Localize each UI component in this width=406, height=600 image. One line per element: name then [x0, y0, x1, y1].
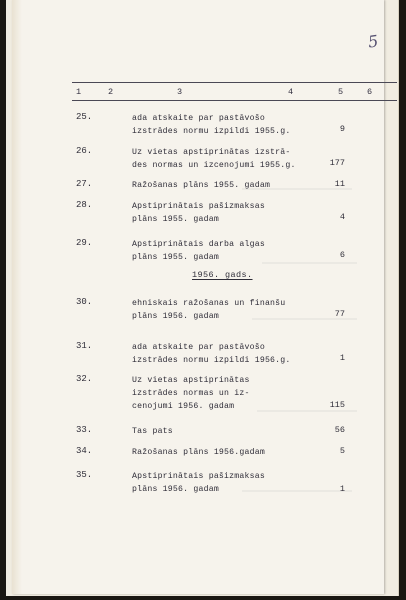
column-header-1: 1 [76, 87, 82, 97]
bleed-through-mark [262, 262, 357, 264]
header-top-rule [72, 82, 397, 83]
item-title: ehniskais ražošanas un finanšu plāns 1956. gadam [132, 299, 286, 321]
year-section-heading [192, 270, 253, 280]
item-number: 31. [76, 341, 93, 351]
item-page-count: 77 [334, 309, 345, 319]
item-page-count: 1 [339, 484, 345, 494]
column-header-3: 3 [177, 87, 183, 97]
item-number: 35. [76, 470, 93, 480]
page-fold-shadow [12, 0, 22, 594]
year-section-heading-text: 1956. gads. [192, 270, 253, 280]
item-number: 28. [76, 200, 93, 210]
item-page-count: 6 [339, 250, 345, 260]
bleed-through-mark [257, 410, 357, 412]
item-number: 33. [76, 425, 93, 435]
header-bottom-rule [72, 100, 397, 101]
item-number: 25. [76, 112, 93, 122]
item-number: 34. [76, 446, 93, 456]
item-number: 27. [76, 179, 93, 189]
column-header-4: 4 [288, 87, 294, 97]
item-number: 32. [76, 374, 93, 384]
item-page-count: 5 [339, 446, 345, 456]
item-title: ada atskaite par pastāvošo izstrādes normu izpildi 1955.g. [132, 114, 291, 136]
column-header-6: 6 [367, 87, 373, 97]
item-page-count: 115 [329, 400, 345, 410]
item-page-count: 11 [334, 179, 345, 189]
item-number: 26. [76, 146, 93, 156]
item-page-count: 4 [339, 212, 345, 222]
item-page-count: 1 [339, 353, 345, 363]
page-number-handwritten: 5 [366, 31, 380, 52]
item-title: Tas pats [132, 427, 173, 436]
column-header-2: 2 [108, 87, 114, 97]
item-title: Ražošanas plāns 1956.gadam [132, 448, 265, 457]
item-title: Apstiprinātais pašizmaksas plāns 1956. gadam [132, 472, 265, 494]
item-title: ada atskaite par pastāvošo izstrādes normu izpildi 1956.g. [132, 343, 291, 365]
item-title: Uz vietas apstiprinātas izstrā- des normas un izcenojumi 1955.g. [132, 148, 296, 170]
document-sheet [12, 0, 384, 594]
item-number: 30. [76, 297, 93, 307]
item-title: Apstiprinātais pašizmaksas plāns 1955. gadam [132, 202, 265, 224]
column-header-5: 5 [338, 87, 344, 97]
item-title: Apstiprinātais darba algas plāns 1955. gadam [132, 240, 265, 262]
item-number: 29. [76, 238, 93, 248]
item-page-count: 177 [329, 158, 345, 168]
item-title: Uz vietas apstiprinātas izstrādes normas un iz- cenojumi 1956. gadam [132, 376, 250, 411]
item-title: Ražošanas plāns 1955. gadam [132, 181, 271, 190]
item-page-count: 56 [334, 425, 345, 435]
item-page-count: 9 [339, 124, 345, 134]
